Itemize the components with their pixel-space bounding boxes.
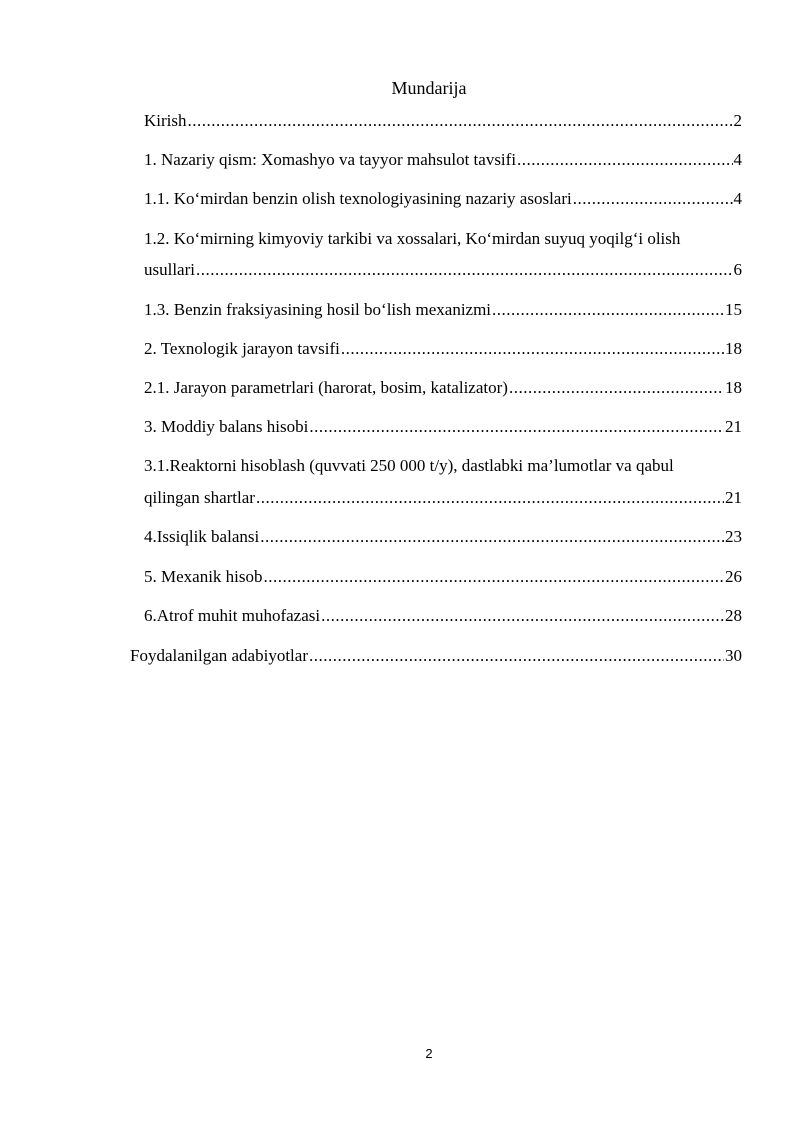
toc-entry-text: 2.1. Jarayon parametrlari (harorat, bosim, katalizator) — [144, 378, 508, 397]
toc-entry-text: Foydalanilgan adabiyotlar — [130, 646, 308, 665]
toc-entry-text: 6.Atrof muhit muhofazasi — [144, 606, 321, 625]
toc-entry-page: 23 — [725, 527, 742, 546]
toc-entry-text: 5. Mexanik hisob — [144, 567, 263, 586]
toc-title: Mundarija — [391, 78, 467, 98]
toc-entry-text: Kirish — [144, 111, 187, 130]
toc-entry-text: 1. Nazariy qism: Xomashyo va tayyor mahsulot tavsifi — [144, 150, 517, 169]
toc-entry-page: 21 — [725, 417, 742, 436]
toc-entry-page: 4 — [733, 150, 742, 169]
toc-entry-5 — [144, 566, 742, 588]
toc-leader-dots — [260, 526, 724, 548]
toc-entry-page: 30 — [725, 646, 742, 665]
toc-entry-page: 15 — [725, 300, 742, 319]
toc-leader-dots — [264, 566, 724, 588]
toc-leader-dots — [517, 149, 732, 171]
toc-entry-page: 4 — [733, 189, 742, 208]
toc-leader-dots — [341, 338, 724, 360]
toc-entry-page: 26 — [725, 567, 742, 586]
page-number: 2 — [425, 1046, 433, 1061]
toc-entry-text: 1.1. Ko‘mirdan benzin olish texnologiyasining nazariy asoslari — [144, 189, 572, 208]
toc-entry-4 — [144, 526, 742, 548]
toc-leader-dots — [321, 605, 724, 627]
toc-entry-2-1 — [144, 377, 742, 399]
toc-entry-text: 4.Issiqlik balansi — [144, 527, 260, 546]
toc-entry-2 — [144, 338, 742, 360]
toc-entry-1-1 — [144, 188, 742, 210]
toc-entry-page: 18 — [725, 339, 742, 358]
toc-entry-text: qilingan shartlar — [144, 488, 255, 507]
toc-entry-page: 2 — [733, 111, 742, 130]
toc-entry-page: 28 — [725, 606, 742, 625]
toc-entry-6 — [144, 605, 742, 627]
toc-entry-page: 18 — [725, 378, 742, 397]
toc-entry-1 — [144, 149, 742, 171]
toc-entry-1-3 — [144, 299, 742, 321]
toc-entry-adabiyotlar — [130, 645, 742, 667]
toc-leader-dots — [196, 259, 733, 281]
toc-leader-dots — [492, 299, 724, 321]
toc-leader-dots — [309, 645, 724, 667]
toc-entry-page: 21 — [725, 488, 742, 507]
toc-entry-1-2-line1: 1.2. Ko‘mirning kimyoviy tarkibi va xossalari, Ko‘mirdan suyuq yoqilg‘i olish — [144, 229, 681, 248]
toc-entry-3 — [144, 416, 742, 438]
toc-leader-dots — [309, 416, 724, 438]
toc-entry-3-1 — [144, 487, 742, 509]
toc-leader-dots — [509, 377, 724, 399]
toc-entry-kirish — [144, 110, 742, 132]
toc-entry-text: usullari — [144, 260, 195, 279]
toc-leader-dots — [573, 188, 733, 210]
toc-leader-dots — [256, 487, 724, 509]
toc-leader-dots — [188, 110, 733, 132]
toc-entry-3-1-line1: 3.1.Reaktorni hisoblash (quvvati 250 000 t/y), dastlabki ma’lumotlar va qabul — [144, 456, 674, 475]
toc-entry-text: 2. Texnologik jarayon tavsifi — [144, 339, 340, 358]
toc-entry-text: 3. Moddiy balans hisobi — [144, 417, 309, 436]
toc-entry-page: 6 — [733, 260, 742, 279]
toc-entry-text: 1.3. Benzin fraksiyasining hosil bo‘lish mexanizmi — [144, 300, 492, 319]
toc-entry-1-2 — [144, 259, 742, 281]
